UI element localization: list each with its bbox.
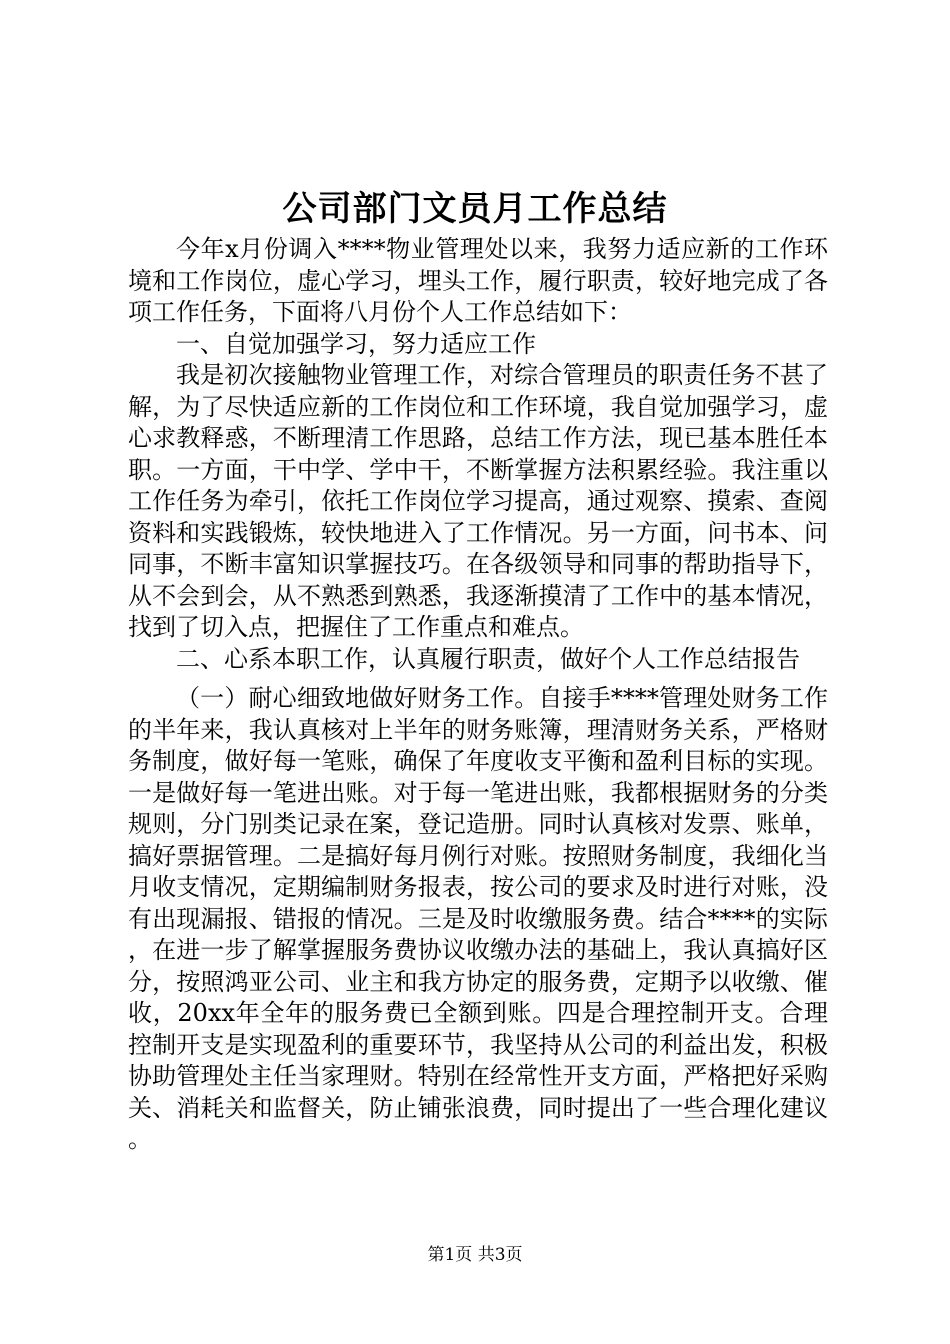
section-heading-1: 一、自觉加强学习，努力适应工作 <box>176 329 536 358</box>
section-heading-2: 二、心系本职工作，认真履行职责，做好个人工作总结报告 <box>176 644 800 673</box>
page-number: 第1页 共3页 <box>427 1245 523 1265</box>
section-1-paragraph: 我是初次接触物业管理工作，对综合管理员的职责任务不甚了解，为了尽快适应新的工作岗位和工作环境，我自觉加强学习，虚心求教释惑，不断理清工作思路，总结工作方法，现已基本胜任本职。一方面，干中学、学中干，不断掌握方法积累经验。我注重以工作任务为牵引，依托工作岗位学习提高，通过观察、摸索、查阅资料和实践锻炼，较快地进入了工作情况。另一方面，问书本、问同事，不断丰富知识掌握技巧。在各级领导和同事的帮助指导下，从不会到会，从不熟悉到熟悉，我逐渐摸清了工作中的基本情况，找到了切入点，把握住了工作重点和难点。 <box>128 361 828 641</box>
intro-paragraph: 今年x月份调入****物业管理处以来，我努力适应新的工作环境和工作岗位，虚心学习，埋头工作，履行职责，较好地完成了各项工作任务，下面将八月份个人工作总结如下： <box>128 235 828 326</box>
document-body <box>128 234 828 1156</box>
section-2-paragraph: （一）耐心细致地做好财务工作。自接手****管理处财务工作的半年来，我认真核对上半年的财务账簿，理清财务关系，严格财务制度，做好每一笔账，确保了年度收支平衡和盈利目标的实现。一是做好每一笔进出账。对于每一笔进出账，我都根据财务的分类规则，分门别类记录在案，登记造册。同时认真核对发票、账单，搞好票据管理。二是搞好每月例行对账。按照财务制度，我细化当月收支情况，定期编制财务报表，按公司的要求及时进行对账，没有出现漏报、错报的情况。三是及时收缴服务费。结合****的实际，在进一步了解掌握服务费协议收缴办法的基础上，我认真搞好区分，按照鸿亚公司、业主和我方协定的服务费，定期予以收缴、催收，20xx年全年的服务费已全额到账。四是合理控制开支。合理控制开支是实现盈利的重要环节，我坚持从公司的利益出发，积极协助管理处主任当家理财。特别在经常性开支方面，严格把好采购关、消耗关和监督关，防止铺张浪费，同时提出了一些合理化建议。 <box>128 684 828 1153</box>
document-title: 公司部门文员月工作总结 <box>282 189 668 229</box>
